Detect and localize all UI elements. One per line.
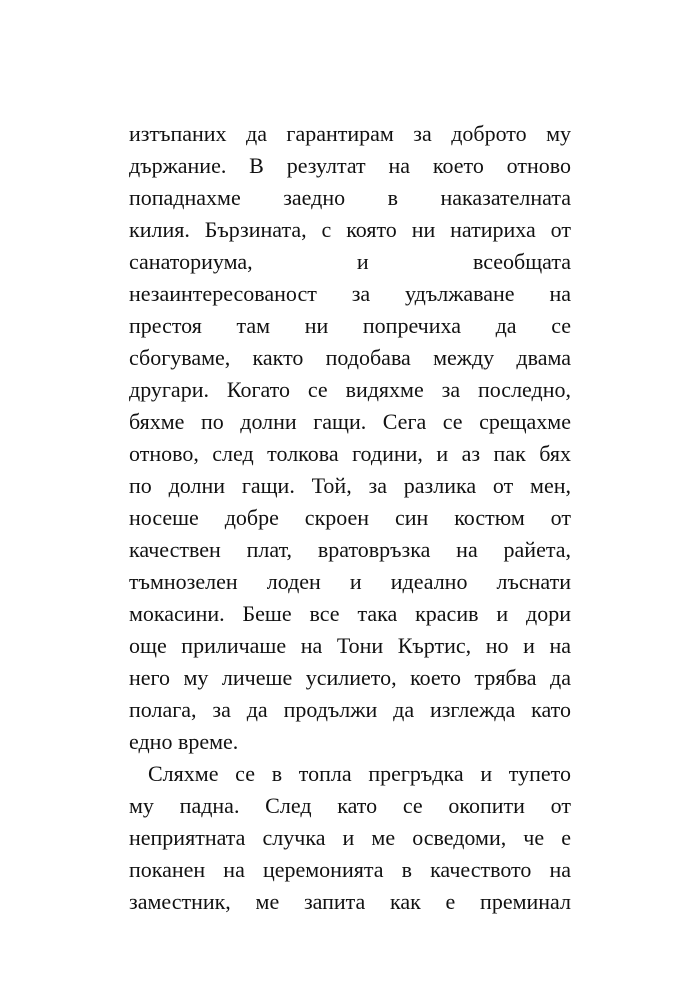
text-line: него му личеше усилието, което трябва да <box>129 665 571 690</box>
text-line: килия. Бързината, с която ни натириха от <box>129 217 571 242</box>
text-line: попаднахме заедно в наказателната <box>129 185 571 210</box>
text-line: държание. В резултат на което отново <box>129 153 571 178</box>
text-line: сбогуваме, както подобава между двама <box>129 345 571 370</box>
paragraph-1 <box>129 118 571 758</box>
text-line: Сляхме се в топла прегръдка и тупето <box>148 761 571 786</box>
text-line: бяхме по долни гащи. Сега се срещахме <box>129 409 571 434</box>
text-line: отново, след толкова години, и аз пак бях <box>129 441 571 466</box>
text-line: престоя там ни попречиха да се <box>129 313 571 338</box>
text-line: мокасини. Беше все така красив и дори <box>129 601 571 626</box>
text-line: неприятната случка и ме осведоми, че е <box>129 825 571 850</box>
text-line: полага, за да продължи да изглежда като <box>129 697 571 722</box>
text-line: носеше добре скроен син костюм от <box>129 505 571 530</box>
text-line: по долни гащи. Той, за разлика от мен, <box>129 473 571 498</box>
text-line: незаинтересованост за удължаване на <box>129 281 571 306</box>
text-line: изтъпаних да гарантирам за доброто му <box>129 121 571 146</box>
text-line: другари. Когато се видяхме за последно, <box>129 377 571 402</box>
page-text <box>129 118 571 918</box>
text-line: още приличаше на Тони Къртис, но и на <box>129 633 571 658</box>
paragraph-2 <box>129 758 571 918</box>
text-line: заместник, ме запита как е преминал <box>129 889 571 914</box>
text-line: санаториума, и всеобщата <box>129 249 571 274</box>
text-line: качествен плат, вратовръзка на райета, <box>129 537 571 562</box>
text-line: едно време. <box>129 729 239 754</box>
text-line: тъмнозелен лоден и идеално лъснати <box>129 569 571 594</box>
text-line: му падна. След като се окопити от <box>129 793 571 818</box>
text-line: поканен на церемонията в качеството на <box>129 857 571 882</box>
